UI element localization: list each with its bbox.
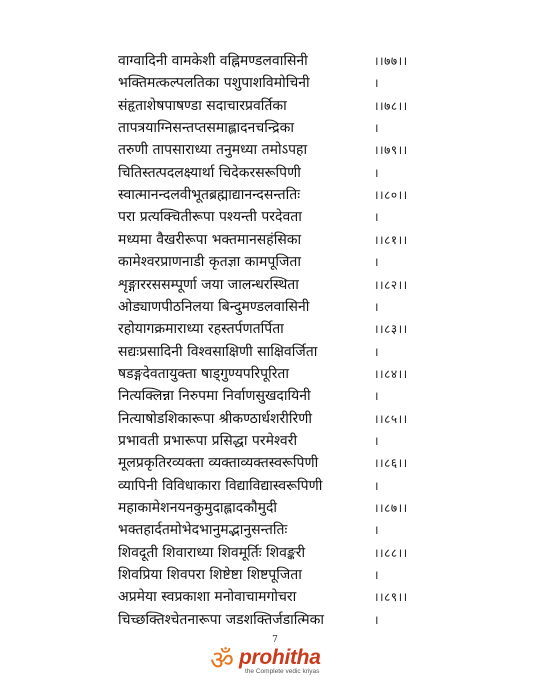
verse-line: कामेश्वरप्राणनाडी कृतज्ञा कामपूजिता: [118, 254, 301, 270]
verse-line: तापत्रयाग्निसन्तप्तसमाह्लादनचन्द्रिका: [118, 120, 294, 136]
verse-number: ।।८०।।: [374, 188, 408, 202]
verse-line: शिवप्रिया शिवपरा शिष्टेष्टा शिष्टपूजिता: [118, 567, 302, 583]
verse-number: ।।७९।।: [374, 143, 408, 157]
verse-line: अप्रमेया स्वप्रकाशा मनोवाचामगोचरा: [118, 589, 297, 605]
verse-number: ।।८२।।: [374, 278, 408, 292]
verse-line: षडङ्गदेवतायुक्ता षाड्गुण्यपरिपूरिता: [118, 366, 290, 382]
verse-line: चिच्छक्तिश्चेतनारूपा जडशक्तिर्जडात्मिका: [118, 612, 325, 628]
verse-line: वाग्वादिनी वामकेशी वह्निमण्डलवासिनी: [118, 53, 308, 69]
verse-number: ।: [374, 345, 380, 359]
logo-brand-text: prohitha: [239, 646, 321, 669]
verse-number: ।: [374, 389, 380, 403]
verse-number: ।: [374, 568, 380, 582]
verse-line: परा प्रत्यक्चितीरूपा पश्यन्ती परदेवता: [118, 209, 302, 225]
verse-line: मूलप्रकृतिरव्यक्ता व्यक्ताव्यक्तस्वरूपिणी: [118, 455, 319, 471]
verse-number: ।: [374, 255, 380, 269]
verse-line: नित्याषोडशिकारूपा श्रीकण्ठार्धशरीरिणी: [118, 411, 312, 427]
verse-number: ।: [374, 300, 380, 314]
verse-line: प्रभावती प्रभारूपा प्रसिद्धा परमेश्वरी: [118, 433, 298, 449]
verse-line: शिवदूती शिवाराध्या शिवमूर्तिः शिवङ्करी: [118, 545, 306, 561]
verse-number: ।: [374, 210, 380, 224]
verse-number: ।: [374, 76, 380, 90]
verse-number: ।।७७।।: [374, 54, 408, 68]
verse-line: स्वात्मानन्दलवीभूतब्रह्माद्यानन्दसन्ततिः: [118, 187, 301, 203]
verse-number: ।।८९।।: [374, 590, 408, 604]
page-number: 7: [272, 635, 278, 645]
verse-line: शृङ्गाररससम्पूर्णा जया जालन्धरस्थिता: [118, 277, 299, 293]
verse-number: ।: [374, 523, 380, 537]
verse-line: व्यापिनी विविधाकारा विद्याविद्यास्वरूपिणी: [118, 478, 323, 494]
verse-line: संहृताशेषपाषण्डा सदाचारप्रवर्तिका: [118, 98, 287, 114]
verse-line: ओड्याणपीठनिलया बिन्दुमण्डलवासिनी: [118, 299, 310, 315]
verse-number: ।: [374, 434, 380, 448]
verse-line: भक्तिमत्कल्पलतिका पशुपाशविमोचिनी: [118, 75, 310, 91]
verse-number: ।: [374, 166, 380, 180]
verse-number: ।।८४।।: [374, 367, 408, 381]
verse-number: ।: [374, 121, 380, 135]
verse-number: ।।८३।।: [374, 322, 408, 336]
verse-line: सद्यःप्रसादिनी विश्वसाक्षिणी साक्षिवर्जिता: [118, 344, 318, 360]
verse-line: तरुणी तापसाराध्या तनुमध्या तमोऽपहा: [118, 142, 308, 158]
verse-number: ।।८१।।: [374, 233, 408, 247]
verse-line: मध्यमा वैखरीरूपा भक्तमानसहंसिका: [118, 232, 302, 248]
verse-number: ।।८६।।: [374, 456, 408, 470]
verse-number: ।: [374, 613, 380, 627]
prohitha-logo: [205, 646, 355, 678]
verse-number: ।: [374, 479, 380, 493]
verse-number: ।।८७।।: [374, 501, 408, 515]
verse-number: ।।८५।।: [374, 412, 408, 426]
verse-line: रहोयागक्रमाराध्या रहस्तर्पणतर्पिता: [118, 321, 284, 337]
verse-line: नित्यक्लिन्ना निरुपमा निर्वाणसुखदायिनी: [118, 388, 311, 404]
verse-number: ।।८८।।: [374, 546, 408, 560]
om-icon: ॐ: [210, 646, 234, 676]
verse-line: महाकामेशनयनकुमुदाह्लादकौमुदी: [118, 500, 278, 516]
verse-line: भक्तहार्दतमोभेदभानुमद्भानुसन्ततिः: [118, 522, 288, 538]
verse-number: ।।७८।।: [374, 99, 408, 113]
verse-line: चितिस्तत्पदलक्ष्यार्था चिदेकरसरूपिणी: [118, 165, 301, 181]
logo-tagline: the Complete vedic kriyas: [245, 668, 320, 675]
